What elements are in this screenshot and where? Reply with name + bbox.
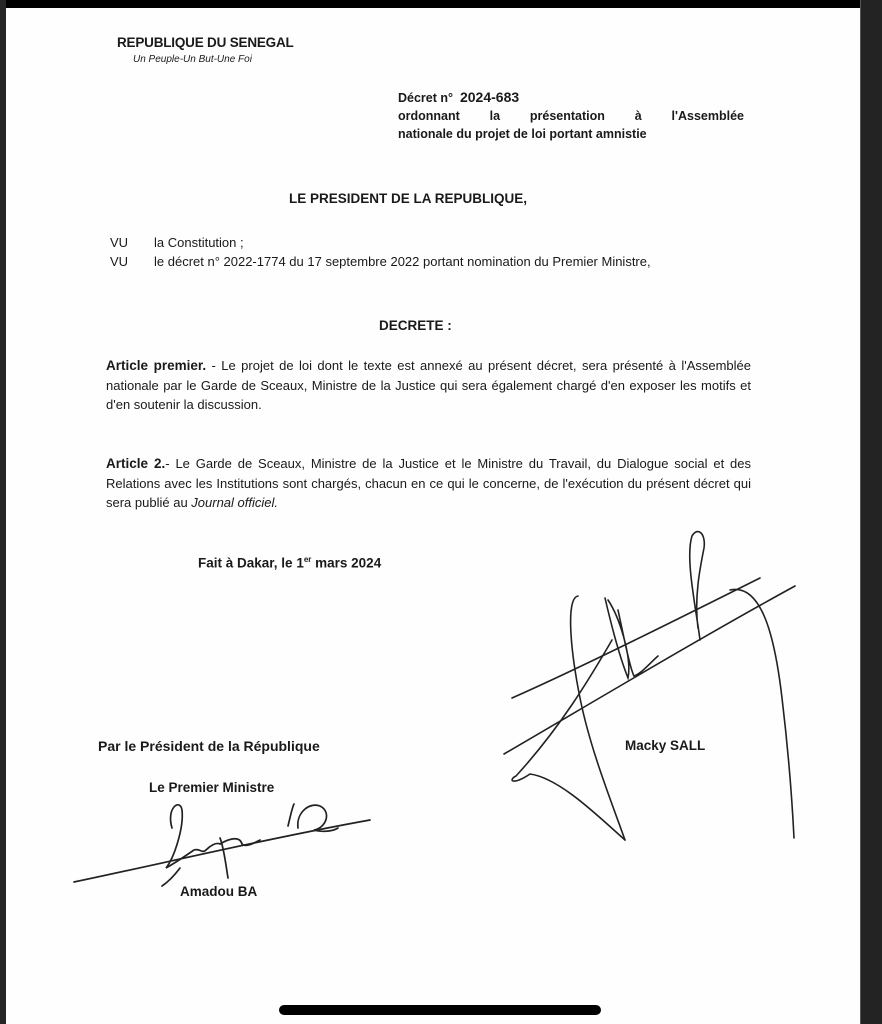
subject-word: présentation [529,109,605,123]
article-title: Article premier. [106,358,207,373]
president-name: Macky SALL [625,738,706,753]
subject-word: à [634,109,642,123]
decree-subject-line-1 [398,107,744,125]
article-2 [106,454,751,513]
decree-label: Décret n° [398,91,454,105]
decrees-heading: DECRETE : [379,318,452,333]
prime-minister-name: Amadou BA [180,884,258,899]
prime-minister-signature-icon [70,798,380,888]
country-heading: REPUBLIQUE DU SENEGAL [117,35,294,50]
subject-word: l'Assemblée [671,109,744,123]
place-text: Fait à Dakar, le [198,555,297,571]
document-page [6,8,860,1024]
visa-item [110,234,244,252]
decree-subject-line-2: nationale du projet de loi portant amnistie [398,127,647,141]
date-day-suffix: er [303,555,312,564]
national-motto: Un Peuple-Un But-Une Foi [133,54,252,65]
countersign-heading: Par le Président de la République [98,738,320,754]
article-1 [106,356,751,415]
president-signature-icon [500,528,820,858]
decree-number-line [398,88,744,107]
home-indicator-bar[interactable] [279,1005,601,1015]
visa-text: la Constitution ; [154,235,244,250]
prime-minister-title: Le Premier Ministre [149,780,275,795]
right-frame-edge [860,0,882,1024]
journal-officiel-reference: Journal officiel. [191,495,278,510]
date-month-year: mars 2024 [311,555,382,571]
decree-number: 2024-683 [459,89,520,105]
place-and-date [198,555,381,571]
article-title: Article 2. [106,456,166,471]
visa-label: VU [110,254,129,269]
subject-word: ordonnant [398,109,460,123]
subject-word: la [489,109,501,123]
authority-heading: LE PRESIDENT DE LA REPUBLIQUE, [289,191,528,206]
visa-item [110,253,750,271]
decree-title-block [398,88,744,143]
top-bar [0,0,882,8]
visa-text: le décret n° 2022-1774 du 17 septembre 2022 portant nomination du Premier Ministre, [154,254,651,269]
article-text: - Le projet de loi dont le texte est annexé au présent décret, sera présenté à l'Assemblée nationale par le Garde de Sceaux, Ministre de la Justice qui sera également chargé d'en exposer les motifs et d'en soutenir la discussion. [106,358,751,412]
article-text: - Le Garde de Sceaux, Ministre de la Justice et le Ministre du Travail, du Dialogue social et des Relations avec les Institutions sont chargés, chacun en ce qui le concerne, de l'exécution du présent décret qui sera publié au [106,456,751,510]
date-day: 1 [296,555,304,571]
visa-label: VU [110,235,129,250]
